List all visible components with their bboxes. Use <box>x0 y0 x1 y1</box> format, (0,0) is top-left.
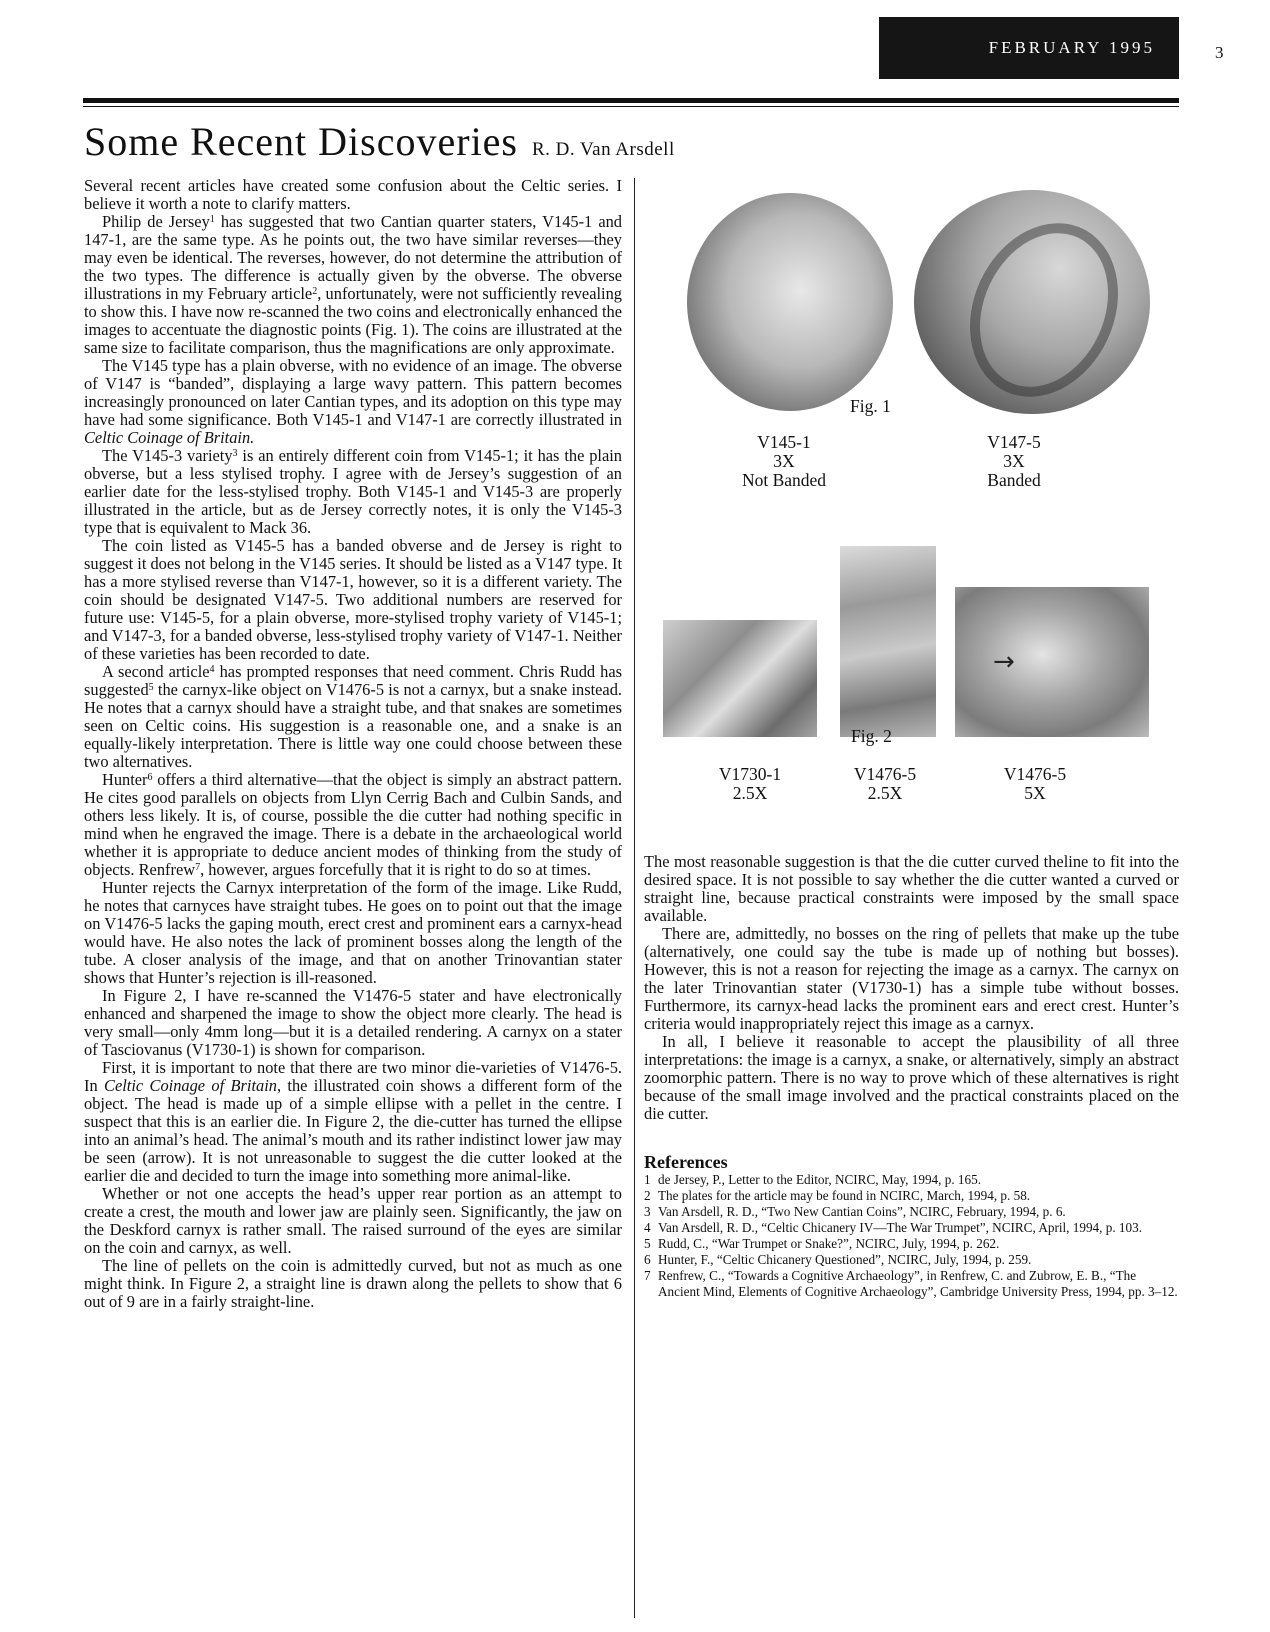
paragraph <box>84 1257 622 1311</box>
paragraph <box>84 177 622 213</box>
reference-item <box>644 1172 1179 1188</box>
text-run: is an entirely different coin from V145-1; it has the plain obverse, but a less stylised trophy. I agree with de Jersey’s suggestion of an earlier date for the less-stylised trophy. Both V145-1 and V145-3 are properly illustrated in the article, but as de Jersey correctly notes, it is only the V145-3 type that is equivalent to Mack 36. <box>84 446 622 537</box>
reference-item <box>644 1252 1179 1268</box>
arrow-icon: → <box>993 647 1015 677</box>
text-run: Several recent articles have created some confusion about the Celtic series. I believe it worth a note to clarify matters. <box>84 176 622 213</box>
paragraph <box>84 357 622 447</box>
reference-number: 5 <box>644 1236 651 1251</box>
reference-item <box>644 1188 1179 1204</box>
footnote-marker: 1 <box>209 214 215 225</box>
reference-item <box>644 1268 1179 1300</box>
article-title-line <box>84 118 675 165</box>
header-rule-thick <box>83 98 1179 103</box>
photo-v1730-1 <box>663 620 817 737</box>
column-divider <box>634 178 635 1618</box>
reference-text: Hunter, F., “Celtic Chicanery Questioned”, NCIRC, July, 1994, p. 259. <box>658 1252 1032 1267</box>
reference-number: 1 <box>644 1172 651 1187</box>
text-run: , the illustrated coin shows a different form of the object. The head is made up of a simple ellipse with a pellet in the centre. I suspect that this is an earlier die. In Figure 2, the die-cutter has turned the ellipse into an animal’s head. The animal’s mouth and its rather indistinct lower jaw may be seen (arrow). It is not unreasonable to suggest the die cutter looked at the earlier die and decided to turn the image into something more animal-like. <box>84 1076 622 1185</box>
reference-number: 3 <box>644 1204 651 1219</box>
caption-line: V145-1 <box>757 432 811 452</box>
reference-text: Van Arsdell, R. D., “Celtic Chicanery IV—The War Trumpet”, NCIRC, April, 1994, p. 103. <box>658 1220 1143 1235</box>
paragraph <box>84 879 622 987</box>
photo-v1476-5-head <box>955 587 1149 737</box>
footnote-marker: 2 <box>312 286 318 297</box>
italic-text: Celtic Coinage of Britain <box>104 1076 277 1095</box>
caption-line: 5X <box>1024 783 1046 803</box>
fig2-caption-b <box>835 765 935 803</box>
footnote-marker: 4 <box>209 664 215 675</box>
caption-line: V1476-5 <box>853 764 917 784</box>
references-heading: References <box>644 1152 728 1172</box>
text-run: The coin listed as V145-5 has a banded obverse and de Jersey is right to suggest it does not belong in the V145 series. It should be listed as a V147 type. It has a more stylised reverse than V147-1, however, so it is a different variety. The coin should be designated V147-5. Two additional numbers are reserved for future use: V145-5, for a plain obverse, more-stylised trophy variety of V145-1; and V147-3, for a banded obverse, less-stylised trophy variety of V147-1. Neither of these varieties has been recorded to date. <box>84 536 622 663</box>
text-run: First, it is important to note that there are two minor die-varieties of V1476-5. In <box>84 1058 622 1095</box>
reference-item <box>644 1220 1179 1236</box>
text-run: offers a third alternative—that the object is simply an abstract pattern. He cites good parallels on objects from Llyn Cerrig Bach and Culbin Sands, and others less likely. It is, of course, possible the die cutter had nothing specific in mind when he engraved the image. There is a debate in the archaeological world whether it is appropriate to deduce ancient modes of thinking from the study of objects. Renfrew <box>84 770 622 879</box>
footnote-marker: 6 <box>147 772 153 783</box>
header-rule-thin <box>83 106 1179 107</box>
reference-number: 2 <box>644 1188 651 1203</box>
caption-line: 3X <box>1003 451 1025 471</box>
coin-v147-5-image <box>914 190 1150 414</box>
footnote-marker: 7 <box>195 862 201 873</box>
fig1-caption-right <box>944 433 1084 490</box>
footnote-marker: 5 <box>148 682 154 693</box>
fig1-caption-left <box>714 433 854 490</box>
text-run: Hunter rejects the Carnyx interpretation of the form of the image. Like Rudd, he notes that carnyces have straight tubes. He goes on to point out that the image on V1476-5 lacks the gaping mouth, erect crest and prominent ears a carnyx-head would have. He also notes the lack of prominent bosses along the length of the tube. A closer analysis of the image, and that on another Trinovantian stater shows that Hunter’s rejection is ill-reasoned. <box>84 878 622 987</box>
italic-text: Celtic Coinage of Britain. <box>84 428 255 447</box>
coin-band-pattern <box>943 199 1146 421</box>
issue-date: FEBRUARY 1995 <box>988 38 1155 57</box>
text-run: A second article <box>102 662 210 681</box>
paragraph <box>84 213 622 357</box>
reference-text: de Jersey, P., Letter to the Editor, NCIRC, May, 1994, p. 165. <box>658 1172 982 1187</box>
caption-line: Not Banded <box>741 470 827 490</box>
fig2-caption-a <box>700 765 800 803</box>
reference-text: Van Arsdell, R. D., “Two New Cantian Coins”, NCIRC, February, 1994, p. 6. <box>658 1204 1066 1219</box>
paragraph <box>84 771 622 879</box>
paragraph <box>84 1059 622 1185</box>
fig1-label: Fig. 1 <box>850 396 891 416</box>
issue-date-banner <box>879 17 1179 79</box>
paragraph <box>84 987 622 1059</box>
fig2-label: Fig. 2 <box>851 726 892 746</box>
photo-v1476-5-pellets <box>840 546 936 737</box>
caption-line: 2.5X <box>732 783 768 803</box>
caption-line: Banded <box>987 470 1041 490</box>
reference-number: 4 <box>644 1220 651 1235</box>
fig2-caption-c <box>985 765 1085 803</box>
reference-number: 7 <box>644 1268 651 1283</box>
paragraph <box>84 1185 622 1257</box>
footnote-marker: 3 <box>232 448 238 459</box>
caption-line: 3X <box>773 451 795 471</box>
reference-text: Renfrew, C., “Towards a Cognitive Archaeology”, in Renfrew, C. and Zubrow, E. B., “The Ancient Mind, Elements of Cognitive Archaeology”, Cambridge University Press, 1994, pp. 3–12. <box>658 1268 1178 1299</box>
article-author: R. D. Van Arsdell <box>532 139 675 160</box>
body-text-left-column <box>84 177 622 1311</box>
text-run: has suggested that two Cantian quarter staters, V145-1 and 147-1, are the same type. As he points out, the two have similar reverses—they may even be identical. The reverses, however, do not determine the attribution of the two types. The difference is actually given by the obverse. The obverse illustrations in my February article <box>84 212 623 303</box>
caption-line: 2.5X <box>867 783 903 803</box>
text-run: Hunter <box>102 770 148 789</box>
body-text-right-column <box>644 853 1179 1123</box>
paragraph <box>84 447 622 537</box>
text-run: The line of pellets on the coin is admittedly curved, but not as much as one might think. In Figure 2, a straight line is drawn along the pellets to show that 6 out of 9 are in a fairly straight-line. <box>84 1256 622 1311</box>
references-list <box>644 1172 1179 1300</box>
page-number: 3 <box>1215 43 1224 62</box>
reference-item <box>644 1236 1179 1252</box>
text-run: There are, admittedly, no bosses on the ring of pellets that make up the tube (alternatively, one could say the tube is made up of nothing but bosses). However, this is not a reason for rejecting the image as a carnyx. The carnyx on the later Trinovantian stater (V1730-1) has a simple tube without bosses. Furthermore, its carnyx-head lacks the prominent ears and erect crest. Hunter’s criteria would inappropriately reject this image as a carnyx. <box>644 924 1179 1033</box>
caption-line: V147-5 <box>987 432 1041 452</box>
coin-v145-1-image <box>687 193 893 411</box>
reference-text: The plates for the article may be found in NCIRC, March, 1994, p. 58. <box>658 1188 1031 1203</box>
article-title: Some Recent Discoveries <box>84 119 518 164</box>
caption-line: V1476-5 <box>1003 764 1067 784</box>
text-run: Whether or not one accepts the head’s upper rear portion as an attempt to create a crest, the mouth and lower jaw are plainly seen. Significantly, the jaw on the Deskford carnyx is rather small. The raised surround of the eyes are similar on the coin and carnyx, as well. <box>84 1184 622 1257</box>
text-run: the carnyx-like object on V1476-5 is not a carnyx, but a snake instead. He notes that a carnyx should have a straight tube, and that snakes are sometimes seen on Celtic coins. His suggestion is a reasonable one, and a snake is an equally-likely interpretation. There is little way one could choose between these two alternatives. <box>84 680 622 771</box>
text-run: , however, argues forcefully that it is right to do so at times. <box>200 860 592 879</box>
text-run: , unfortunately, were not sufficiently revealing to show this. I have now re-scanned the two coins and electronically enhanced the images to accentuate the diagnostic points (Fig. 1). The coins are illustrated at the same size to facilitate comparison, thus the magnifications are only approximate. <box>84 284 622 357</box>
caption-line: V1730-1 <box>718 764 782 784</box>
text-run: The V145 type has a plain obverse, with no evidence of an image. The obverse of V147 is “banded”, displaying a large wavy pattern. This pattern becomes increasingly pronounced on later Cantian types, and its adoption on this type may have had some significance. Both V145-1 and V147-1 are correctly illustrated in <box>84 356 622 429</box>
reference-text: Rudd, C., “War Trumpet or Snake?”, NCIRC, July, 1994, p. 262. <box>658 1236 1000 1251</box>
text-run: has prompted responses that need comment. Chris Rudd has suggested <box>84 662 622 699</box>
text-run: The V145-3 variety <box>102 446 233 465</box>
text-run: Philip de Jersey <box>102 212 210 231</box>
paragraph <box>644 853 1179 925</box>
paragraph <box>644 1033 1179 1123</box>
text-run: The most reasonable suggestion is that the die cutter curved theline to fit into the desired space. It is not possible to say whether the die cutter wanted a curved or straight line, because practical constraints were imposed by the small space available. <box>644 852 1179 925</box>
paragraph <box>84 537 622 663</box>
reference-item <box>644 1204 1179 1220</box>
text-run: In all, I believe it reasonable to accept the plausibility of all three interpretations: the image is a carnyx, a snake, or alternatively, simply an abstract zoomorphic pattern. There is no way to prove which of these alternatives is right because of the small image involved and the practical constraints placed on the die cutter. <box>644 1032 1179 1123</box>
paragraph <box>84 663 622 771</box>
paragraph <box>644 925 1179 1033</box>
reference-number: 6 <box>644 1252 651 1267</box>
text-run: In Figure 2, I have re-scanned the V1476-5 stater and have electronically enhanced and sharpened the image to show the object more clearly. The head is very small—only 4mm long—but it is a detailed rendering. A carnyx on a stater of Tasciovanus (V1730-1) is shown for comparison. <box>84 986 622 1059</box>
